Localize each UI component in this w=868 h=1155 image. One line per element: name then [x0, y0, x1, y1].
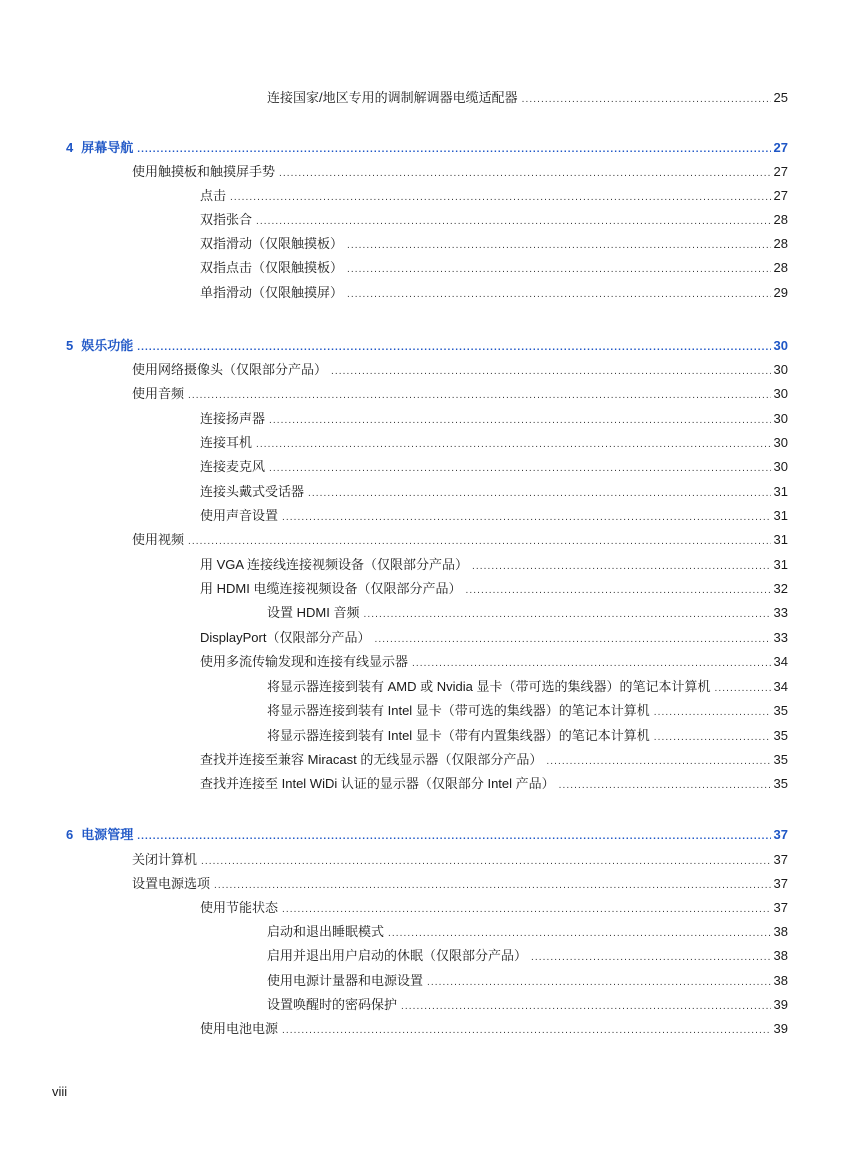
- toc-page-number: 31: [773, 484, 788, 499]
- toc-page-number: 37: [773, 827, 788, 842]
- dot-leader: [201, 852, 771, 872]
- chapter-title: 电源管理: [81, 827, 134, 842]
- toc-entry-title: 使用电池电源: [200, 1021, 279, 1036]
- toc-page-number: 28: [773, 212, 788, 227]
- toc-page-number: 32: [773, 581, 788, 596]
- toc-entry[interactable]: [132, 162, 788, 182]
- toc-entry[interactable]: [267, 922, 788, 942]
- dot-leader: [401, 997, 771, 1017]
- toc-entry[interactable]: [200, 457, 788, 477]
- toc-entry[interactable]: [200, 506, 788, 526]
- toc-entry[interactable]: [200, 652, 788, 672]
- toc-entry-title: 启用并退出用户启动的休眠（仅限部分产品）: [267, 948, 528, 963]
- toc-page-number: 38: [773, 948, 788, 963]
- dot-leader: [412, 654, 771, 674]
- toc-entry-title: 启动和退出睡眠模式: [267, 924, 385, 939]
- dot-leader: [465, 581, 770, 601]
- dot-leader: [214, 876, 771, 896]
- toc-chapter-entry[interactable]: [66, 336, 788, 356]
- toc-page-number: 37: [773, 852, 788, 867]
- dot-leader: [388, 924, 771, 944]
- toc-page-number: 35: [773, 703, 788, 718]
- toc-page-number: 31: [773, 508, 788, 523]
- dot-leader: [282, 1021, 771, 1041]
- toc-entry-title: 使用多流传输发现和连接有线显示器: [200, 654, 409, 669]
- toc-page-number: 37: [773, 900, 788, 915]
- toc-page-number: 39: [773, 1021, 788, 1036]
- toc-chapter-entry[interactable]: [66, 825, 788, 845]
- dot-leader: [374, 630, 770, 650]
- dot-leader: [282, 508, 771, 528]
- toc-entry[interactable]: [132, 360, 788, 380]
- toc-page-number: 35: [773, 752, 788, 767]
- dot-leader: [188, 386, 771, 406]
- toc-entry-title: 双指张合: [200, 212, 253, 227]
- toc-page-number: 30: [773, 459, 788, 474]
- toc-entry-title: 连接头戴式受话器: [200, 484, 305, 499]
- dot-leader: [531, 948, 771, 968]
- dot-leader: [256, 212, 771, 232]
- toc-entry-title: DisplayPort（仅限部分产品）: [200, 630, 371, 645]
- toc-entry-title: 连接国家/地区专用的调制解调器电缆适配器: [267, 90, 518, 105]
- dot-leader: [269, 411, 771, 431]
- chapter-title: 屏幕导航: [81, 140, 134, 155]
- dot-leader: [137, 827, 770, 847]
- dot-leader: [137, 140, 770, 160]
- toc-page-number: 28: [773, 236, 788, 251]
- toc-entry-title: 用 VGA 连接线连接视频设备（仅限部分产品）: [200, 557, 468, 572]
- toc-page-number: 30: [773, 386, 788, 401]
- toc-entry[interactable]: [200, 898, 788, 918]
- toc-entry[interactable]: [200, 234, 788, 254]
- dot-leader: [546, 752, 770, 772]
- toc-entry-title: 将显示器连接到装有 Intel 显卡（带有内置集线器）的笔记本计算机: [267, 728, 650, 743]
- toc-entry-title: 使用声音设置: [200, 508, 279, 523]
- dot-leader: [363, 605, 770, 625]
- toc-entry[interactable]: [267, 971, 788, 991]
- dot-leader: [282, 900, 771, 920]
- dot-leader: [522, 90, 771, 110]
- dot-leader: [347, 285, 771, 305]
- toc-entry[interactable]: [267, 603, 788, 623]
- toc-page-number: 34: [773, 679, 788, 694]
- toc-page-number: 30: [773, 411, 788, 426]
- toc-entry-title: 将显示器连接到装有 AMD 或 Nvidia 显卡（带可选的集线器）的笔记本计算机: [267, 679, 711, 694]
- dot-leader: [256, 435, 771, 455]
- dot-leader: [472, 557, 771, 577]
- dot-leader: [347, 236, 771, 256]
- toc-entry[interactable]: [200, 186, 788, 206]
- dot-leader: [331, 362, 771, 382]
- dot-leader: [230, 188, 771, 208]
- toc-page-number: 28: [773, 260, 788, 275]
- toc-entry-title: 双指点击（仅限触摸板）: [200, 260, 344, 275]
- toc-entry-title: 设置电源选项: [132, 876, 211, 891]
- chapter-number: 6: [66, 827, 74, 842]
- toc-chapter-entry[interactable]: [66, 138, 788, 158]
- chapter-number: 5: [66, 338, 74, 353]
- toc-page-number: 27: [773, 188, 788, 203]
- toc-page-number: 27: [773, 164, 788, 179]
- toc-page-number: 34: [773, 654, 788, 669]
- toc-entry-title: 用 HDMI 电缆连接视频设备（仅限部分产品）: [200, 581, 462, 596]
- toc-page-number: 35: [773, 776, 788, 791]
- toc-entry[interactable]: [200, 1019, 788, 1039]
- toc-entry-title: 使用触摸板和触摸屏手势: [132, 164, 276, 179]
- toc-entry-title: 查找并连接至 Intel WiDi 认证的显示器（仅限部分 Intel 产品）: [200, 776, 555, 791]
- dot-leader: [188, 532, 771, 552]
- toc-entry[interactable]: [200, 555, 788, 575]
- toc-page-number: 33: [773, 605, 788, 620]
- toc-entry-title: 查找并连接至兼容 Miracast 的无线显示器（仅限部分产品）: [200, 752, 543, 767]
- toc-page-number: 33: [773, 630, 788, 645]
- dot-leader: [279, 164, 771, 184]
- toc-entry[interactable]: [132, 530, 788, 550]
- toc-page-number: 31: [773, 532, 788, 547]
- toc-entry-title: [66, 825, 133, 845]
- toc-entry[interactable]: [200, 750, 788, 770]
- dot-leader: [137, 338, 770, 358]
- toc-page-number: 30: [773, 435, 788, 450]
- toc-page-number: 35: [773, 728, 788, 743]
- toc-entry[interactable]: [267, 677, 788, 697]
- dot-leader: [559, 776, 771, 796]
- toc-entry-title: [66, 138, 133, 158]
- toc-entry-title: 关闭计算机: [132, 852, 198, 867]
- toc-entry[interactable]: [267, 701, 788, 721]
- toc-page-number: 30: [773, 362, 788, 377]
- toc-entry[interactable]: [132, 850, 788, 870]
- toc-entry-title: 使用网络摄像头（仅限部分产品）: [132, 362, 328, 377]
- chapter-title: 娱乐功能: [81, 338, 134, 353]
- toc-entry[interactable]: [132, 874, 788, 894]
- toc-entry[interactable]: [267, 946, 788, 966]
- dot-leader: [347, 260, 771, 280]
- toc-entry-title: 使用节能状态: [200, 900, 279, 915]
- toc-entry[interactable]: [200, 579, 788, 599]
- toc-entry[interactable]: [200, 283, 788, 303]
- toc-entry[interactable]: [200, 409, 788, 429]
- toc-entry[interactable]: [200, 210, 788, 230]
- toc-entry-title: 设置唤醒时的密码保护: [267, 997, 398, 1012]
- toc-entry[interactable]: [200, 628, 788, 648]
- toc-entry[interactable]: [200, 258, 788, 278]
- toc-entry[interactable]: [132, 384, 788, 404]
- toc-page-number: 31: [773, 557, 788, 572]
- dot-leader: [427, 973, 771, 993]
- toc-entry[interactable]: [267, 88, 788, 108]
- toc-page-number: 30: [773, 338, 788, 353]
- toc-entry-title: 双指滑动（仅限触摸板）: [200, 236, 344, 251]
- toc-entry-title: 将显示器连接到装有 Intel 显卡（带可选的集线器）的笔记本计算机: [267, 703, 650, 718]
- dot-leader: [308, 484, 771, 504]
- toc-entry-title: 使用视频: [132, 532, 185, 547]
- toc-entry[interactable]: [200, 774, 788, 794]
- toc-page-number: 39: [773, 997, 788, 1012]
- toc-entry-title: 使用音频: [132, 386, 185, 401]
- toc-entry-title: 点击: [200, 188, 227, 203]
- toc-page-number: 38: [773, 924, 788, 939]
- toc-entry[interactable]: [200, 433, 788, 453]
- dot-leader: [714, 679, 770, 699]
- toc-page-number: 38: [773, 973, 788, 988]
- page-number: viii: [52, 1084, 68, 1099]
- toc-page-number: 37: [773, 876, 788, 891]
- toc-page-number: 25: [773, 90, 788, 105]
- chapter-number: 4: [66, 140, 74, 155]
- toc-entry[interactable]: [267, 995, 788, 1015]
- toc-page-number: 29: [773, 285, 788, 300]
- dot-leader: [654, 728, 771, 748]
- toc-entry[interactable]: [267, 726, 788, 746]
- toc-entry-title: 设置 HDMI 音频: [267, 605, 360, 620]
- toc-entry-title: 使用电源计量器和电源设置: [267, 973, 424, 988]
- toc-entry[interactable]: [200, 482, 788, 502]
- toc-entry-title: 连接麦克风: [200, 459, 266, 474]
- toc-entry-title: 连接扬声器: [200, 411, 266, 426]
- toc-entry-title: 单指滑动（仅限触摸屏）: [200, 285, 344, 300]
- dot-leader: [269, 459, 771, 479]
- dot-leader: [654, 703, 771, 723]
- toc-entry-title: [66, 336, 133, 356]
- toc-entry-title: 连接耳机: [200, 435, 253, 450]
- toc-page-number: 27: [773, 140, 788, 155]
